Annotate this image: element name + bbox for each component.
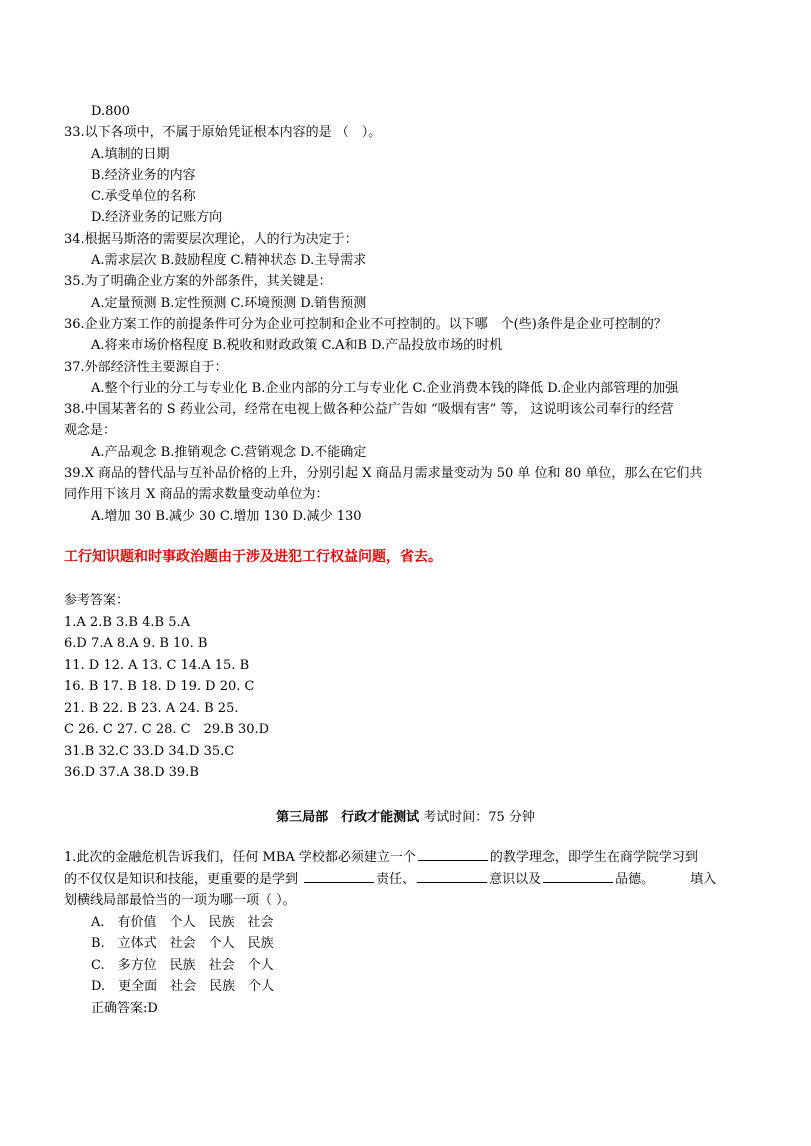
question-36: 36.企业方案工作的前提条件可分为企业可控制和企业不可控制的。以下哪 个(些)条件是企业可控制的？ — [64, 316, 667, 332]
fill-blank — [418, 848, 488, 861]
question-34: 34.根据马斯洛的需要层次理论，人的行为决定于： — [64, 231, 358, 247]
answer-row: C 26. C 27. C 28. C 29.B 30.D — [64, 722, 270, 737]
answer-row: 21. B 22. B 23. A 24. B 25. — [64, 700, 239, 716]
question-text: 的不仅仅是知识和技能，更重要的是学到 — [64, 871, 303, 887]
question-37: 37.外部经济性主要源自于： — [64, 359, 228, 375]
question-1-line-2 — [64, 869, 754, 891]
question-39: 39.X 商品的替代品与互补品价格的上升，分别引起 X 商品月需求量变动为 50 单 位和 80 单位，那么在它们共 — [64, 466, 703, 482]
question-38-cont: 观念是： — [64, 423, 117, 439]
option-line: B.经济业务的内容 — [91, 167, 196, 183]
option-b: B. 立体式 社会 个人 民族 — [91, 936, 274, 951]
option-line: A.填制的日期 — [91, 146, 170, 162]
section-heading — [0, 806, 811, 825]
answer-key-title: 参考答案： — [64, 593, 130, 608]
question-38: 38.中国某著名的 S 药业公司，经常在电视上做各种公益广告如 “吸烟有害” 等， 这说明该公司奉行的经营 — [64, 402, 674, 418]
correct-answer: 正确答案:D — [91, 1000, 158, 1016]
question-text: 责任、 — [376, 871, 416, 887]
option-line: C.承受单位的名称 — [91, 189, 196, 205]
option-line: A.产品观念 B.推销观念 C.营销观念 D.不能确定 — [91, 444, 367, 460]
question-text: 填入 — [690, 871, 717, 887]
question-33: 33.以下各项中，不属于原始凭证根本内容的是 （ ）。 — [64, 125, 382, 141]
answer-row: 11. D 12. A 13. C 14.A 15. B — [64, 657, 250, 673]
section-time: 考试时间：75 分钟 — [419, 810, 535, 825]
option-a: A. 有价值 个人 民族 社会 — [91, 914, 274, 930]
question-text: 1.此次的金融危机告诉我们，任何 MBA 学校都必须建立一个 — [64, 850, 416, 865]
question-1-line-1 — [64, 847, 754, 869]
fill-blank — [417, 870, 487, 883]
question-35: 35.为了明确企业方案的外部条件，其关键是： — [64, 274, 332, 290]
option-line: A.增加 30 B.减少 30 C.增加 130 D.减少 130 — [91, 508, 362, 524]
section3-question — [64, 847, 754, 1019]
section-title: 第三局部 行政才能测试 — [276, 810, 420, 825]
answer-row: 36.D 37.A 38.D 39.B — [64, 765, 199, 780]
question-text: 品德。 — [615, 871, 655, 887]
question-39-cont: 同作用下该月 X 商品的需求数量变动单位为： — [64, 487, 329, 503]
fill-blank — [543, 870, 613, 883]
answer-key — [64, 590, 464, 784]
answer-row: 31.B 32.C 33.D 34.D 35.C — [64, 743, 235, 759]
question-text: 的教学理念，即学生在商学院学习到 — [489, 850, 698, 865]
question-list — [64, 101, 754, 527]
omission-notice: 工行知识题和时事政治题由于涉及进犯工行权益问题，省去。 — [64, 549, 442, 565]
fill-blank — [304, 870, 374, 883]
option-d: D. 更全面 社会 民族 个人 — [91, 979, 275, 994]
option-line: D.800 — [91, 104, 130, 119]
option-line: A.将来市场价格程度 B.税收和财政政策 C.A和B D.产品投放市场的时机 — [91, 338, 503, 354]
option-line: A.定量预测 B.定性预测 C.环境预测 D.销售预测 — [91, 295, 367, 311]
option-line: D.经济业务的记账方向 — [91, 210, 223, 226]
option-c: C. 多方位 民族 社会 个人 — [91, 957, 274, 973]
option-line: A.需求层次 B.鼓励程度 C.精神状态 D.主导需求 — [91, 253, 367, 269]
option-line: A.整个行业的分工与专业化 B.企业内部的分工与专业化 C.企业消费本钱的降低 D.企业内部管理的加强 — [91, 380, 679, 396]
answer-row: 6.D 7.A 8.A 9. B 10. B — [64, 636, 208, 651]
answer-row: 1.A 2.B 3.B 4.B 5.A — [64, 614, 190, 630]
question-1-line-3: 划横线局部最恰当的一项为哪一项（ ）。 — [64, 893, 296, 908]
answer-row: 16. B 17. B 18. D 19. D 20. C — [64, 679, 255, 694]
question-text: 意识以及 — [489, 871, 542, 887]
